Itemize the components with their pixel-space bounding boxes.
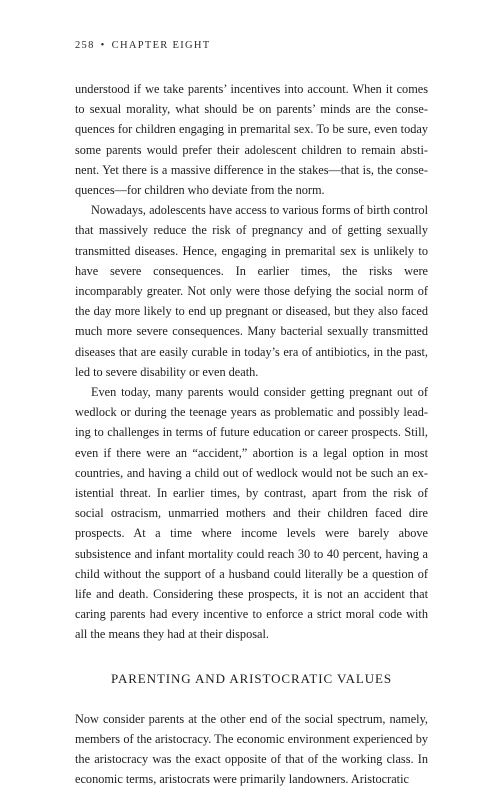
section-heading: PARENTING AND ARISTOCRATIC VALUES [111, 670, 392, 686]
paragraph-continued: understood if we take parents’ incentives into account. When it comes to sexual morality, what should be on parents’ minds are the consequences for children engaging in premarital sex. To be sure, even today some parents would prefer their adolescent children to remain abstinent. Yet there is a massive difference in the stakes—that is, the consequences—for children who deviate from the norm. [75, 82, 428, 198]
running-head [75, 40, 211, 51]
paragraph-birth-control: Nowadays, adolescents have access to various forms of birth control that massively reduce the risk of pregnancy and of getting sexually transmitted diseases. Hence, engaging in premarital sex is unlikely to have severe consequences. In earlier times, the risks were incomparably greater. Not only were those defying the social norm of the day more likely to end up pregnant or diseased, but they also faced much more severe consequences. Many bacterial sexually transmitted diseases that are easily curable in today’s era of antibiotics, in the past, led to severe disability or even death. [75, 203, 428, 379]
header-separator: • [100, 40, 106, 51]
chapter-title: CHAPTER EIGHT [111, 40, 211, 51]
book-page [75, 0, 428, 787]
page-number: 258 [75, 40, 95, 51]
paragraph-wedlock: Even today, many parents would consider getting pregnant out of wedlock or during the teenage years as problematic and possibly leading to challenges in terms of future education or career prospects. Still, even if there were an “accident,” abortion is a legal option in most countries, and having a child out of wedlock would not be such an existential threat. In earlier times, by contrast, apart from the risk of social ostracism, unmarried mothers and their children faced dire prospects. At a time where income levels were barely above subsistence and infant mortality could reach 30 to 40 percent, having a child without the support of a husband could literally be a question of life and death. Considering these prospects, it is not an accident that caring parents had every incentive to enforce a strict moral code with all the means they had at their disposal. [75, 385, 428, 642]
paragraph-aristocracy: Now consider parents at the other end of the social spectrum, namely, members of the aristocracy. The economic environment experienced by the aristocracy was the exact opposite of that of the working class. In economic terms, aristocrats were primarily landowners. Aristocratic [75, 711, 428, 787]
body-text [75, 79, 428, 790]
